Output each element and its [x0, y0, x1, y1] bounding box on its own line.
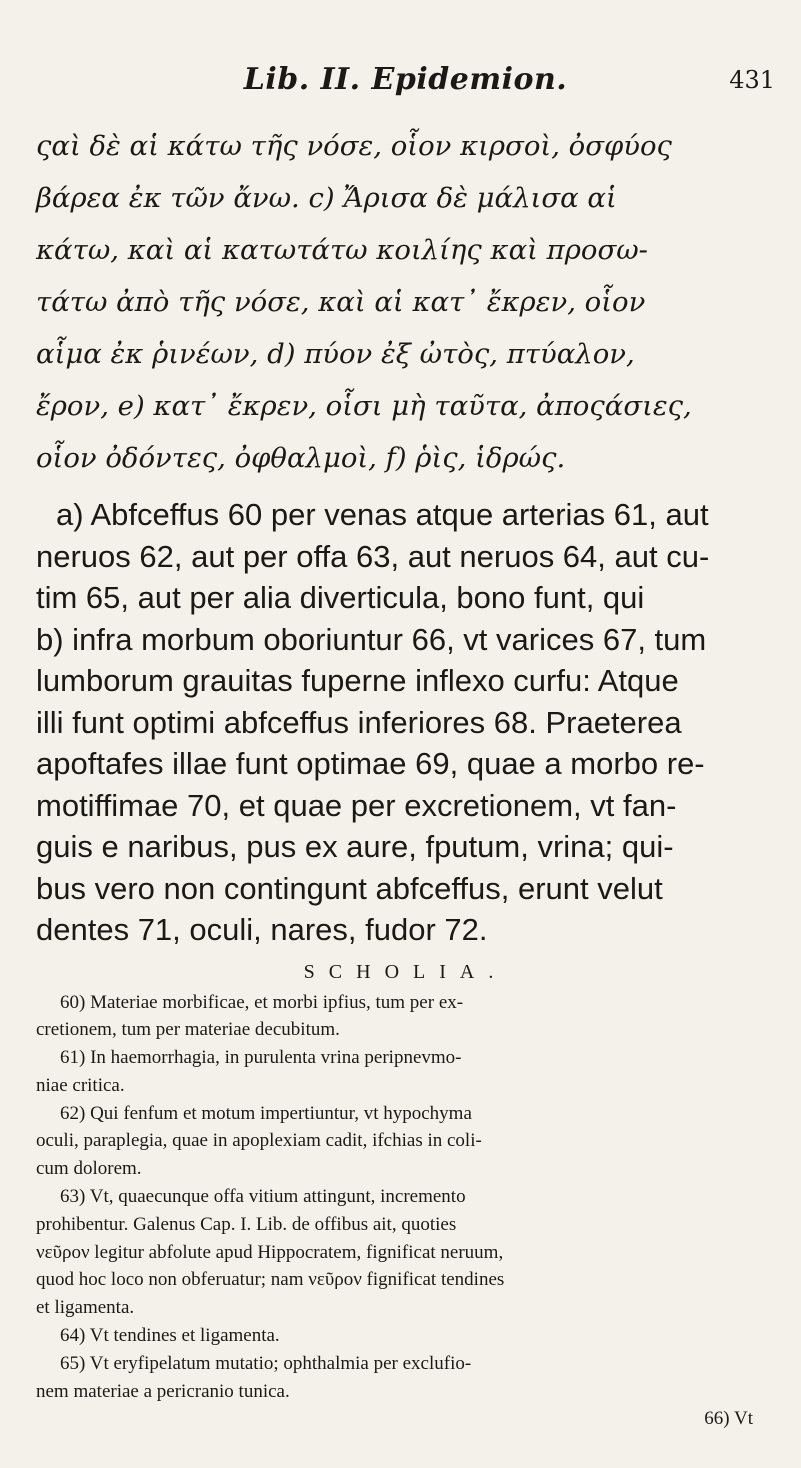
greek-line: οἷον ὀδόντες, ὀφθαλμοὶ, f) ῥὶς, ἱδρώς. [36, 442, 566, 474]
latin-line: neruos 62, aut per offa 63, aut neruos 64, aut cu- [36, 538, 710, 574]
note-line: prohibentur. Galenus Cap. I. Lib. de offibus ait, quoties [36, 1213, 457, 1235]
latin-line: guis e naribus, pus ex aure, fputum, vrina; qui- [36, 829, 674, 864]
note-line: 65) Vt eryfipelatum mutatio; ophthalmia per exclufio- [60, 1352, 472, 1374]
note-line: 60) Materiae morbificae, et morbi ipfius, tum per ex- [60, 991, 464, 1013]
note-line: quod hoc loco non obferuatur; nam νεῦρον fignificat tendines [36, 1269, 505, 1291]
running-title: Lib. II. Epidemion. [243, 62, 568, 97]
greek-line: ςαὶ δὲ αἱ κάτω τῆς νόσε, οἷον κιρσοὶ, ὀσφύος [36, 130, 672, 162]
note-line: et ligamenta. [36, 1297, 135, 1319]
page-number: 431 [729, 66, 775, 94]
latin-line: apoftafes illae funt optimae 69, quae a morbo re- [36, 746, 705, 781]
greek-line: βάρεα ἐκ τῶν ἄνω. c) Ἄρισα δὲ μάλισα αἱ [36, 182, 617, 214]
note-line: oculi, paraplegia, quae in apoplexiam cadit, ifchias in coli- [36, 1130, 482, 1152]
greek-line: αἷμα ἐκ ῥινέων, d) πύον ἐξ ὠτὸς, πτύαλον, [36, 338, 635, 370]
note-line: 64) Vt tendines et ligamenta. [60, 1325, 280, 1347]
latin-line: illi funt optimi abfceffus inferiores 68. Praeterea [36, 704, 682, 740]
note-line: nem materiae a pericranio tunica. [36, 1380, 290, 1402]
scholia-heading: SCHOLIA. [303, 960, 508, 983]
catchword: 66) Vt [704, 1408, 753, 1430]
scholia-notes [36, 989, 775, 1434]
greek-line: ἔρον, e) κατ᾿ ἔκρεν, οἷσι μὴ ταῦτα, ἀποςάσιες, [36, 390, 692, 422]
latin-line: b) infra morbum oboriuntur 66, vt varices 67, tum [36, 621, 707, 657]
note-line: 62) Qui fenfum et motum impertiuntur, vt hypochyma [60, 1102, 472, 1124]
greek-line: κάτω, καὶ αἱ κατωτάτω κοιλίης καὶ προσω- [36, 234, 648, 266]
latin-line: a) Abfceffus 60 per venas atque arterias 61, aut [56, 497, 709, 532]
latin-line: motiffimae 70, et quae per excretionem, vt fan- [36, 787, 677, 823]
note-line: cretionem, tum per materiae decubitum. [36, 1019, 340, 1041]
note-line: νεῦρον legitur abfolute apud Hippocratem, fignificat neruum, [36, 1241, 504, 1263]
latin-line: tim 65, aut per alia diverticula, bono funt, qui [36, 580, 645, 615]
note-line: 61) In haemorrhagia, in purulenta vrina peripnevmo- [60, 1047, 462, 1069]
latin-translation-block [36, 494, 775, 951]
greek-text-block [36, 120, 775, 484]
latin-line: bus vero non contingunt abfceffus, erunt velut [36, 870, 663, 906]
page-header [36, 62, 775, 112]
note-line: 63) Vt, quaecunque offa vitium attingunt, incremento [60, 1186, 466, 1208]
latin-line: dentes 71, oculi, nares, fudor 72. [36, 912, 488, 947]
greek-line: τάτω ἀπὸ τῆς νόσε, καὶ αἱ κατ᾿ ἔκρεν, οἷον [36, 286, 646, 318]
note-line: niae critica. [36, 1074, 125, 1096]
latin-line: lumborum grauitas fuperne inflexo curfu: Atque [36, 663, 679, 698]
note-line: cum dolorem. [36, 1158, 142, 1180]
